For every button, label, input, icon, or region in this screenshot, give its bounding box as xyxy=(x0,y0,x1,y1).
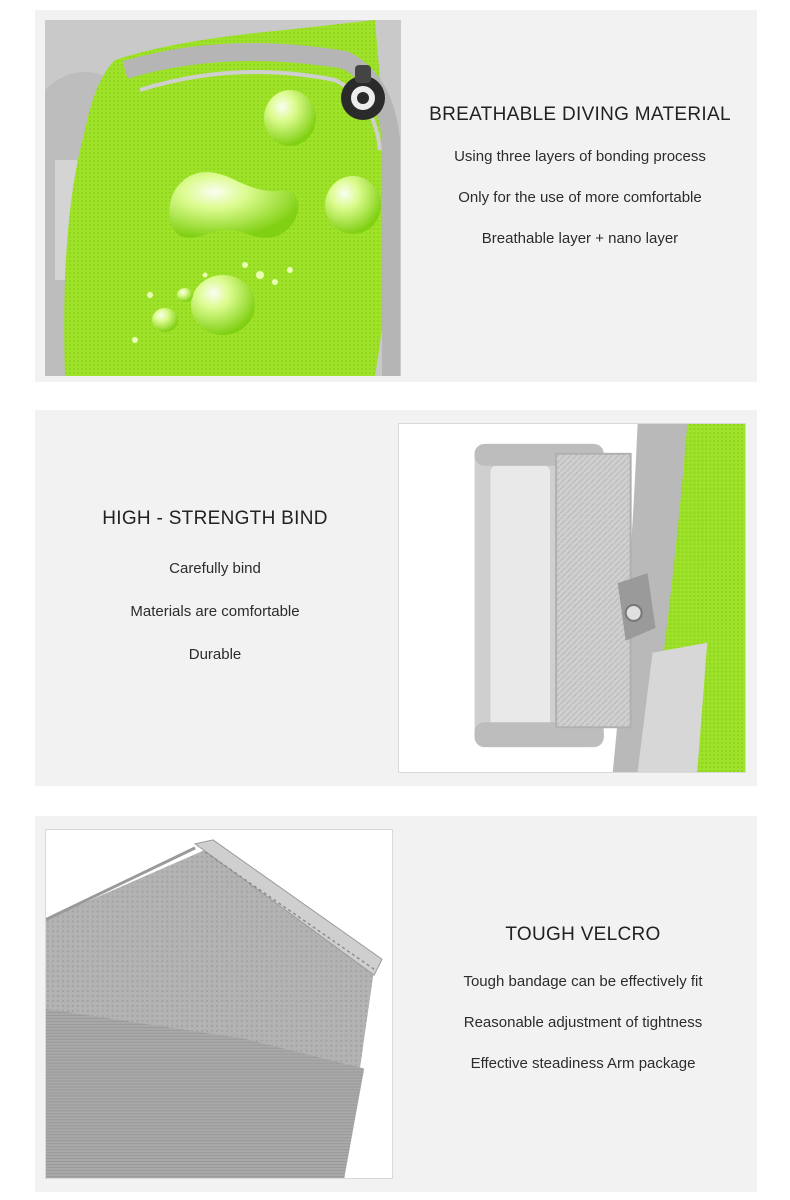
feature-line: Carefully bind xyxy=(169,560,261,577)
feature-line: Breathable layer + nano layer xyxy=(481,230,679,247)
feature-section-bind xyxy=(35,410,757,786)
feature-line: Materials are comfortable xyxy=(130,603,300,620)
feature-text-velcro xyxy=(413,924,753,1096)
feature-title: TOUGH VELCRO xyxy=(505,924,661,945)
product-photo-water-droplets xyxy=(45,20,401,376)
feature-text-breathable xyxy=(415,104,745,271)
feature-line: Durable xyxy=(188,646,242,663)
feature-line: Effective steadiness Arm package xyxy=(470,1055,696,1072)
product-photo-buckle xyxy=(398,423,746,773)
feature-section-breathable xyxy=(35,10,757,382)
feature-title: HIGH - STRENGTH BIND xyxy=(102,508,328,529)
product-photo-velcro xyxy=(45,829,393,1179)
feature-section-velcro xyxy=(35,816,757,1192)
feature-line: Only for the use of more comfortable xyxy=(458,189,702,206)
feature-line: Reasonable adjustment of tightness xyxy=(463,1014,703,1031)
feature-title: BREATHABLE DIVING MATERIAL xyxy=(429,104,731,125)
feature-text-bind xyxy=(35,508,395,689)
feature-line: Using three layers of bonding process xyxy=(454,148,706,165)
feature-line: Tough bandage can be effectively fit xyxy=(463,973,703,990)
